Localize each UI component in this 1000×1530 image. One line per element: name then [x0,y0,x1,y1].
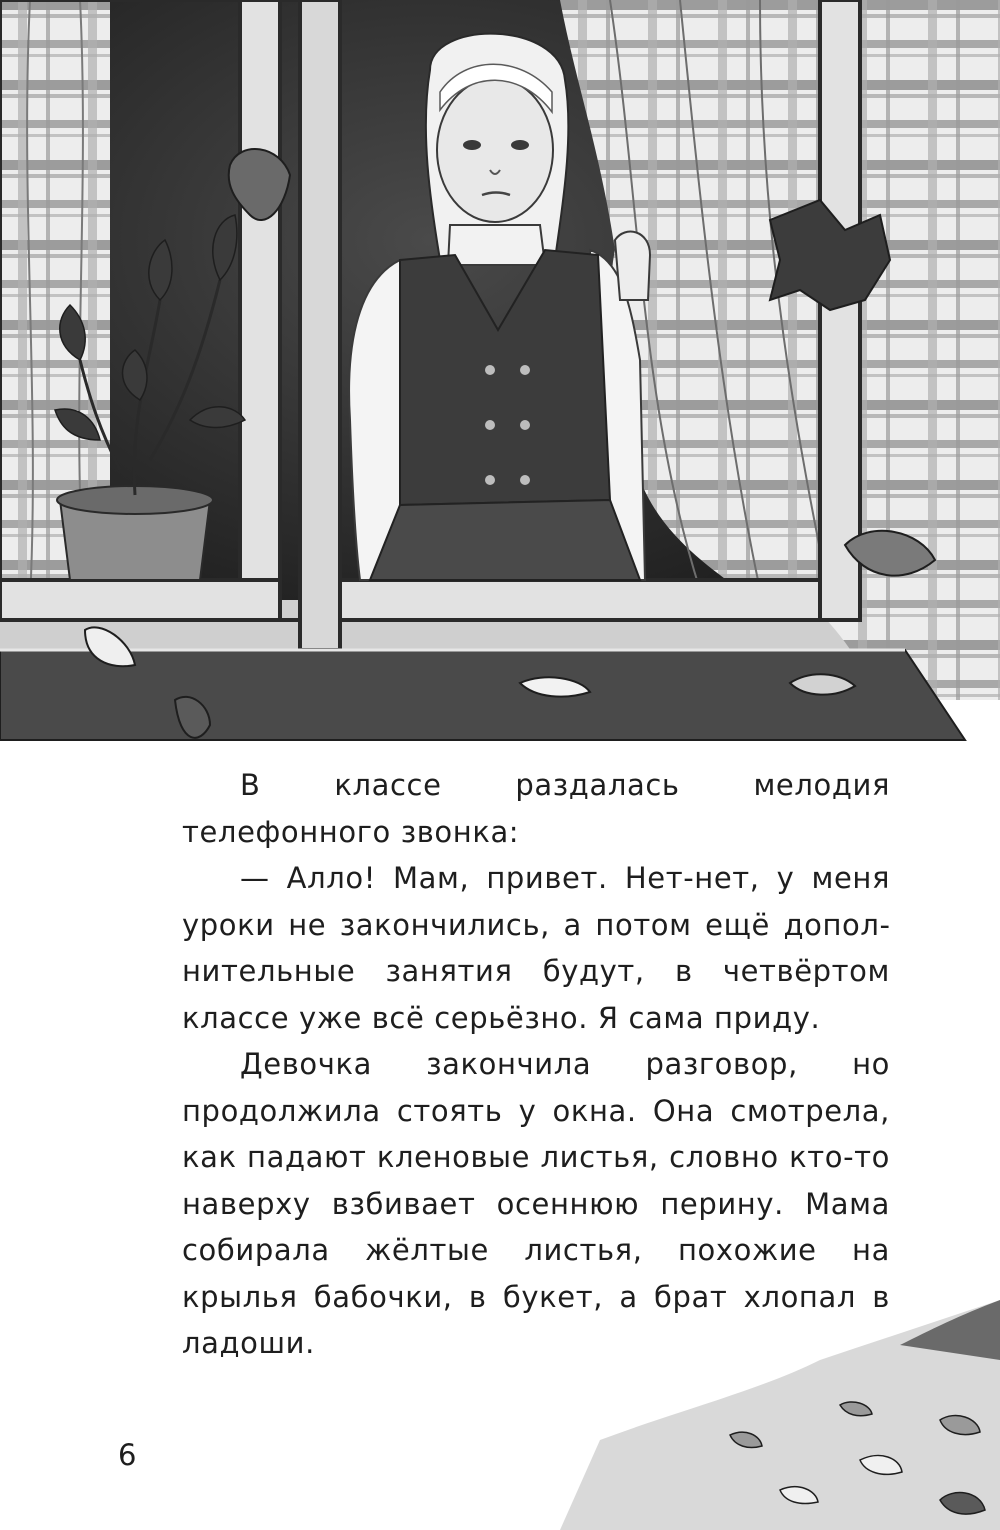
page-number: 6 [118,1438,137,1472]
story-text [182,762,890,1367]
window-illustration [0,0,1000,760]
paragraph-dialogue: — Алло! Мам, привет. Нет-нет, у меня уроки не закончились, а потом ещё дополнительные занятия будут, в четвёртом классе уже всё серьёзно. Я сама приду. [182,861,890,1035]
paragraph-phone-call: В классе раздалась мелодия телефонного звонка: [182,768,890,849]
paragraph-leaves: Девочка закончила разговор, но продолжила стоять у окна. Она смотрела, как падают кленовые листья, словно кто-то наверху взбивает осеннюю перину. Мама собирала жёлтые листья, похожие на крылья бабочки, в букет, а брат хлопал в ладоши. [182,1047,890,1360]
